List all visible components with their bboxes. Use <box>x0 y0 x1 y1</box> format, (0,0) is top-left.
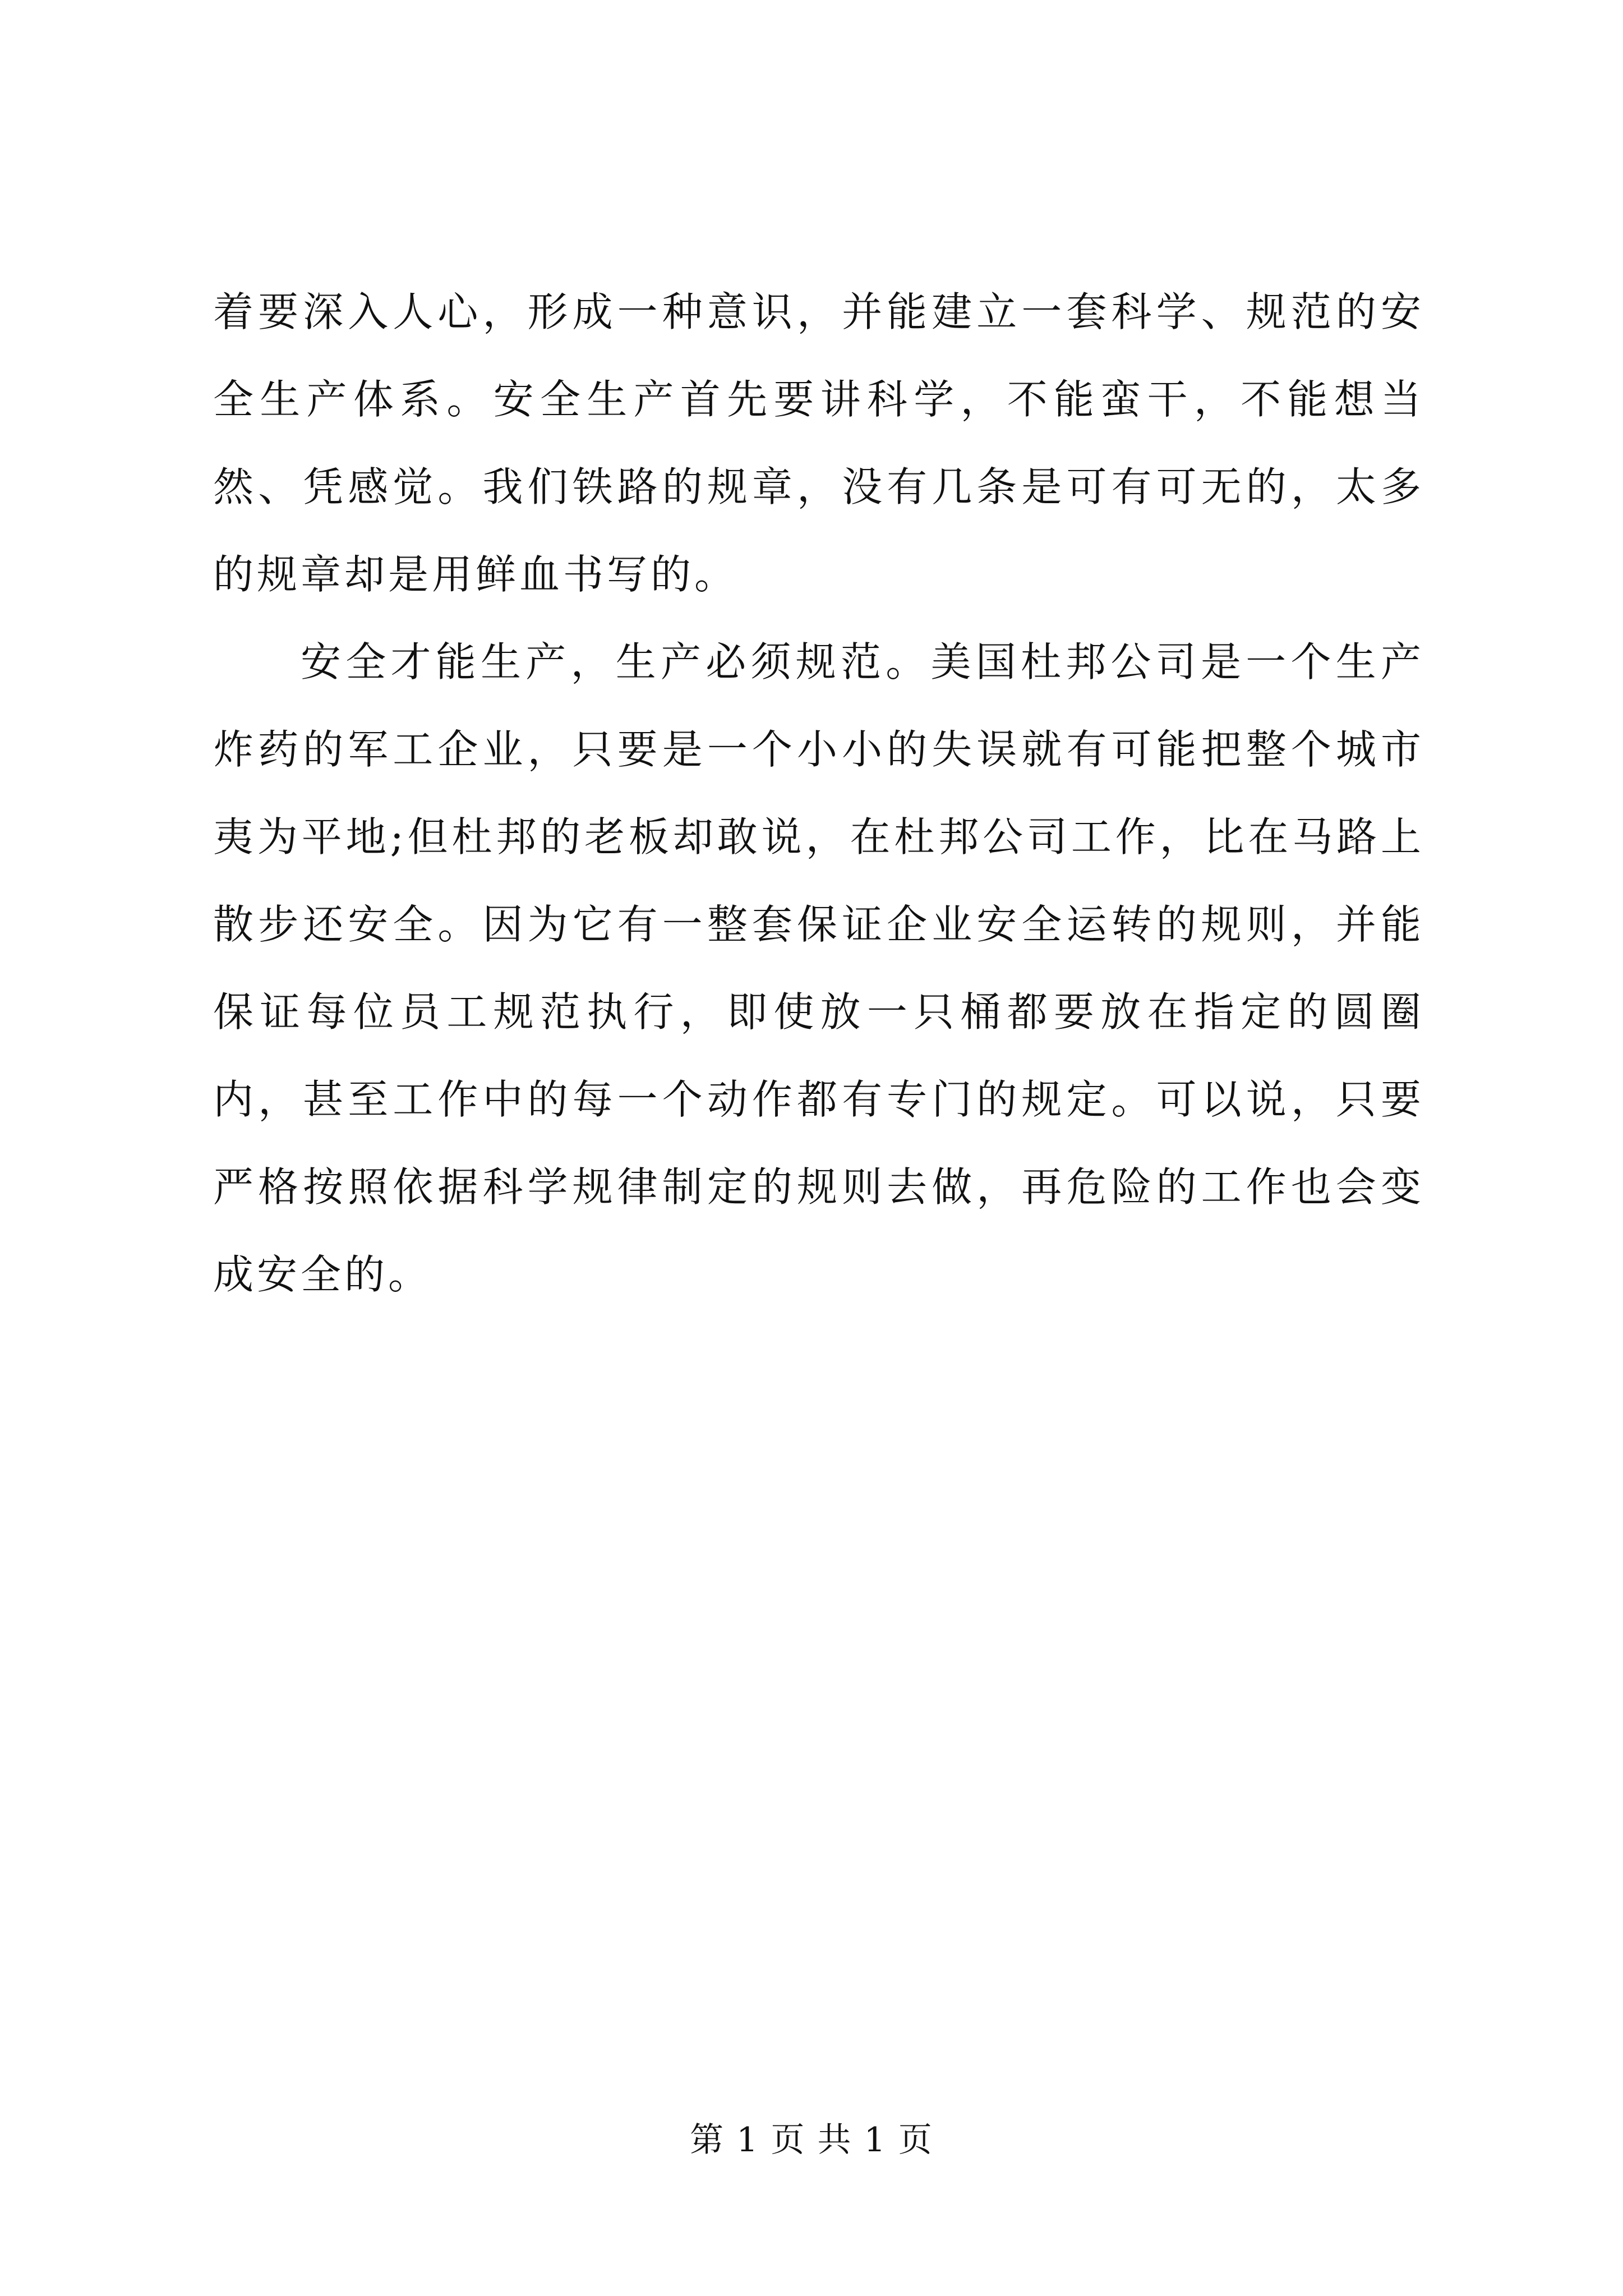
paragraph-safety-production: 安全才能生产，生产必须规范。美国杜邦公司是一个生产炸药的军工企业，只要是一个小小的失误就有可能把整个城市夷为平地;但杜邦的老板却敢说，在杜邦公司工作，比在马路上散步还安全。因为它有一整套保证企业安全运转的规则，并能保证每位员工规范执行，即使放一只桶都要放在指定的圆圈内，甚至工作中的每一个动作都有专门的规定。可以说，只要严格按照依据科学规律制定的规则去做，再危险的工作也会变成安全的。 <box>213 638 1424 1298</box>
paragraph-continuation: 着要深入人心，形成一种意识，并能建立一套科学、规范的安全生产体系。安全生产首先要讲科学，不能蛮干，不能想当然、凭感觉。我们铁路的规章，没有几条是可有可无的，太多的规章却是用鲜血书写的。 <box>213 288 1424 598</box>
page-footer: 第 1 页 共 1 页 <box>690 2120 933 2160</box>
document-body <box>213 268 1424 1318</box>
